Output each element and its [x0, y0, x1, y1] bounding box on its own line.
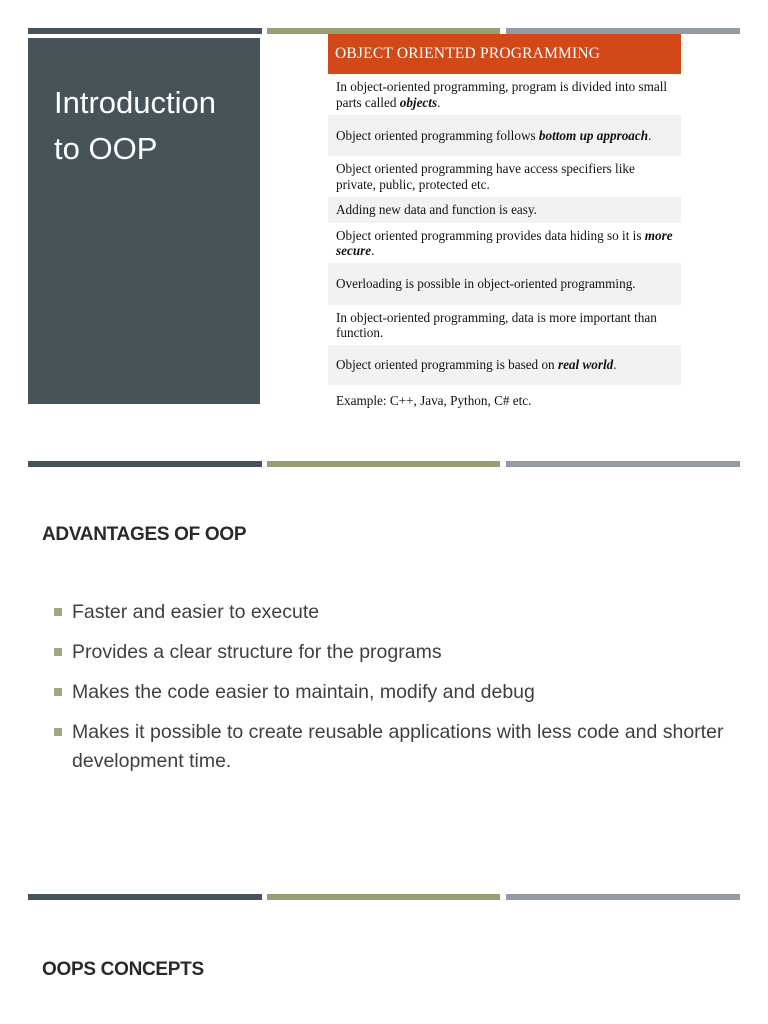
oop-table-row: In object-oriented programming, data is more important than function. [336, 309, 657, 340]
oop-table-row: Example: C++, Java, Python, C# etc. [336, 393, 532, 409]
oop-table-row: Object oriented programming is based on real world. [328, 345, 681, 385]
list-item: Makes the code easier to maintain, modify and debug [54, 678, 734, 707]
slide2-top-bars [28, 461, 740, 467]
intro-title-line1: Introduction [54, 85, 216, 120]
bar-segment-dark [28, 28, 262, 34]
oop-table-row: Object oriented programming provides data hiding so it is more secure. [336, 227, 673, 258]
advantages-list [54, 598, 734, 787]
list-item: Faster and easier to execute [54, 598, 734, 627]
oop-table-header: OBJECT ORIENTED PROGRAMMING [328, 34, 681, 74]
bar-segment-dark [28, 461, 262, 467]
bar-segment-olive [267, 461, 500, 467]
oop-comparison-table [328, 34, 681, 417]
square-bullet-icon [54, 608, 62, 616]
bar-segment-olive [267, 894, 500, 900]
square-bullet-icon [54, 728, 62, 736]
bar-segment-dark [28, 894, 262, 900]
intro-title-panel [28, 38, 260, 404]
square-bullet-icon [54, 688, 62, 696]
slide3-top-bars [28, 894, 740, 900]
oops-concepts-title: OOPS CONCEPTS [42, 959, 204, 980]
list-item: Provides a clear structure for the programs [54, 638, 734, 667]
oop-table-row: Adding new data and function is easy. [328, 197, 681, 223]
oop-table-row: In object-oriented programming, program is divided into small parts called objects. [336, 79, 668, 110]
intro-title [54, 80, 254, 172]
bar-segment-gray [506, 461, 740, 467]
advantages-title: ADVANTAGES OF OOP [42, 524, 247, 545]
square-bullet-icon [54, 648, 62, 656]
oop-table-row: Object oriented programming follows bottom up approach. [328, 115, 681, 156]
oop-table-row: Object oriented programming have access specifiers like private, public, protected etc. [336, 161, 635, 192]
oop-table-row: Overloading is possible in object-oriented programming. [328, 263, 681, 305]
bar-segment-gray [506, 894, 740, 900]
list-item: Makes it possible to create reusable applications with less code and shorter development time. [54, 718, 734, 776]
intro-title-line2: to OOP [54, 131, 158, 166]
